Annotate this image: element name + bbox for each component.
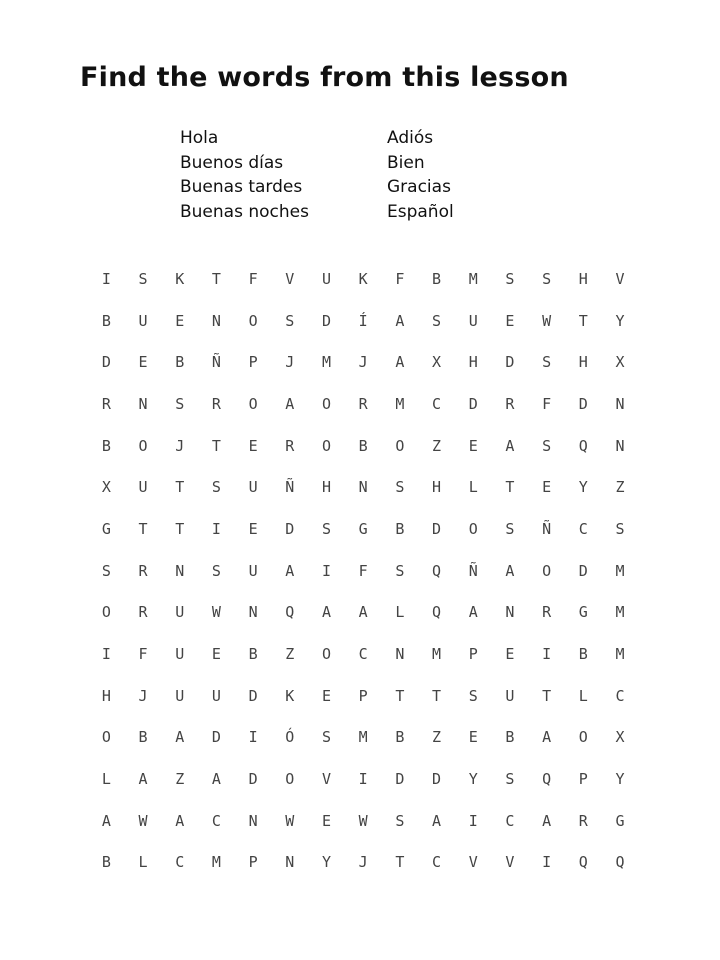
grid-letter: E [505,311,515,330]
grid-letter: Ñ [468,561,478,580]
grid-letter: N [615,394,625,413]
grid-letter: L [138,853,148,872]
grid-letter: T [175,519,185,538]
word-list-item: Español [387,201,454,222]
grid-letter: S [432,311,442,330]
grid-letter: E [321,811,331,830]
grid-letter: K [358,269,368,288]
grid-letter: W [211,603,221,622]
grid-letter: P [248,353,258,372]
grid-letter: C [175,853,185,872]
grid-letter: B [175,353,185,372]
page-title: Find the words from this lesson [80,62,569,93]
grid-letter: A [542,728,552,747]
grid-letter: T [578,311,588,330]
grid-letter: R [578,811,588,830]
grid-letter: Q [432,561,442,580]
grid-letter: G [101,519,111,538]
word-list-item: Bien [387,152,425,173]
grid-letter: A [138,770,148,789]
grid-letter: F [248,269,258,288]
grid-letter: M [615,561,625,580]
grid-letter: I [211,519,221,538]
grid-letter: B [505,728,515,747]
grid-letter: H [578,269,588,288]
grid-letter: I [321,561,331,580]
grid-letter: Y [615,770,625,789]
grid-letter: O [248,311,258,330]
grid-letter: T [542,686,552,705]
grid-letter: T [211,436,221,455]
grid-letter: T [138,519,148,538]
grid-letter: R [542,603,552,622]
grid-letter: O [468,519,478,538]
grid-letter: S [395,811,405,830]
grid-letter: E [248,436,258,455]
grid-letter: Ñ [542,519,552,538]
grid-letter: M [358,728,368,747]
grid-letter: M [615,645,625,664]
grid-letter: S [505,269,515,288]
grid-letter: U [321,269,331,288]
grid-letter: A [395,311,405,330]
grid-letter: H [432,478,442,497]
grid-letter: B [101,436,111,455]
grid-letter: J [358,353,368,372]
grid-letter: A [468,603,478,622]
grid-letter: Y [615,311,625,330]
grid-letter: U [248,561,258,580]
grid-letter: M [321,353,331,372]
grid-letter: U [175,686,185,705]
grid-letter: P [468,645,478,664]
grid-letter: H [101,686,111,705]
grid-letter: J [285,353,295,372]
grid-letter: F [542,394,552,413]
grid-letter: I [248,728,258,747]
grid-letter: H [321,478,331,497]
grid-letter: Q [578,436,588,455]
grid-letter: Ñ [285,478,295,497]
grid-letter: M [395,394,405,413]
grid-letter: S [395,478,405,497]
grid-letter: A [358,603,368,622]
grid-letter: B [138,728,148,747]
grid-letter: V [321,770,331,789]
grid-letter: Z [432,436,442,455]
grid-letter: W [285,811,295,830]
grid-letter: B [101,853,111,872]
grid-letter: C [505,811,515,830]
grid-letter: S [175,394,185,413]
grid-letter: S [211,561,221,580]
grid-letter: O [542,561,552,580]
grid-letter: A [175,728,185,747]
grid-letter: A [321,603,331,622]
grid-letter: A [432,811,442,830]
grid-letter: Q [285,603,295,622]
grid-letter: R [138,561,148,580]
grid-letter: U [175,645,185,664]
grid-letter: C [358,645,368,664]
grid-letter: N [285,853,295,872]
grid-letter: L [101,770,111,789]
grid-letter: V [468,853,478,872]
grid-letter: W [138,811,148,830]
grid-letter: N [505,603,515,622]
grid-letter: B [395,519,405,538]
grid-letter: S [138,269,148,288]
grid-letter: S [542,436,552,455]
word-list-item: Adiós [387,128,434,148]
grid-letter: O [321,394,331,413]
grid-letter: C [432,394,442,413]
grid-letter: D [395,770,405,789]
grid-letter: A [285,394,295,413]
grid-letter: U [138,311,148,330]
grid-letter: T [395,686,405,705]
grid-letter: I [468,811,478,830]
grid-letter: U [248,478,258,497]
grid-letter: B [395,728,405,747]
grid-letter: A [101,811,111,830]
grid-letter: N [395,645,405,664]
grid-letter: A [542,811,552,830]
grid-letter: M [432,645,442,664]
grid-letter: D [505,353,515,372]
grid-letter: O [285,770,295,789]
grid-letter: Q [578,853,588,872]
grid-letter: U [175,603,185,622]
grid-letter: Y [321,853,331,872]
grid-letter: A [211,770,221,789]
grid-letter: O [101,728,111,747]
grid-letter: S [505,770,515,789]
grid-letter: E [468,436,478,455]
grid-letter: A [395,353,405,372]
grid-letter: A [505,561,515,580]
grid-letter: N [138,394,148,413]
grid-letter: C [578,519,588,538]
grid-letter: D [321,311,331,330]
grid-letter: S [211,478,221,497]
grid-letter: E [138,353,148,372]
grid-letter: O [101,603,111,622]
grid-letter: N [175,561,185,580]
grid-letter: T [505,478,515,497]
grid-letter: K [285,686,295,705]
grid-letter: U [468,311,478,330]
grid-letter: L [395,603,405,622]
grid-letter: D [101,353,111,372]
grid-letter: F [138,645,148,664]
grid-letter: X [615,353,625,372]
grid-letter: N [248,811,258,830]
grid-letter: T [175,478,185,497]
grid-letter: V [285,269,295,288]
grid-letter: S [285,311,295,330]
grid-letter: O [321,645,331,664]
grid-letter: S [615,519,625,538]
grid-letter: A [285,561,295,580]
grid-letter: I [101,269,111,288]
grid-letter: I [101,645,111,664]
grid-letter: X [615,728,625,747]
grid-letter: A [505,436,515,455]
grid-letter: J [138,686,148,705]
grid-letter: O [138,436,148,455]
grid-letter: D [468,394,478,413]
grid-letter: I [542,853,552,872]
grid-letter: O [578,728,588,747]
grid-letter: T [395,853,405,872]
grid-letter: V [505,853,515,872]
grid-letter: R [285,436,295,455]
grid-letter: Z [285,645,295,664]
grid-letter: B [358,436,368,455]
grid-letter: Z [175,770,185,789]
grid-letter: P [358,686,368,705]
grid-letter: X [432,353,442,372]
grid-letter: T [211,269,221,288]
grid-letter: E [211,645,221,664]
word-list-item: Buenas noches [180,201,309,222]
grid-letter: R [101,394,111,413]
word-list-item: Gracias [387,177,451,197]
grid-letter: N [211,311,221,330]
grid-letter: E [248,519,258,538]
grid-letter: Ñ [211,353,221,372]
grid-letter: R [138,603,148,622]
grid-letter: Q [615,853,625,872]
grid-letter: S [542,269,552,288]
grid-letter: I [542,645,552,664]
grid-letter: U [211,686,221,705]
grid-letter: B [578,645,588,664]
grid-letter: W [542,311,552,330]
grid-letter: C [211,811,221,830]
grid-letter: O [321,436,331,455]
grid-letter: R [505,394,515,413]
grid-letter: R [358,394,368,413]
grid-letter: Q [542,770,552,789]
grid-letter: S [101,561,111,580]
grid-letter: E [542,478,552,497]
grid-letter: J [358,853,368,872]
grid-letter: X [101,478,111,497]
grid-letter: C [615,686,625,705]
grid-letter: P [578,770,588,789]
grid-letter: Y [578,478,588,497]
grid-letter: I [358,770,368,789]
grid-letter: F [358,561,368,580]
grid-letter: Ó [285,728,295,747]
grid-letter: K [175,269,185,288]
grid-letter: E [505,645,515,664]
grid-letter: M [615,603,625,622]
grid-letter: J [175,436,185,455]
grid-letter: C [432,853,442,872]
grid-letter: M [211,853,221,872]
grid-letter: S [468,686,478,705]
grid-letter: D [211,728,221,747]
word-list [180,126,507,224]
grid-letter: L [578,686,588,705]
grid-letter: D [248,686,258,705]
grid-letter: N [615,436,625,455]
grid-letter: S [542,353,552,372]
grid-letter: N [358,478,368,497]
grid-letter: G [615,811,625,830]
word-list-item: Hola [180,128,219,148]
grid-letter: D [432,519,442,538]
grid-letter: Q [432,603,442,622]
grid-letter: H [468,353,478,372]
grid-letter: E [175,311,185,330]
grid-letter: O [248,394,258,413]
grid-letter: H [578,353,588,372]
grid-letter: Z [432,728,442,747]
grid-letter: G [578,603,588,622]
grid-letter: N [248,603,258,622]
grid-letter: E [321,686,331,705]
word-list-item: Buenas tardes [180,177,303,197]
grid-letter: D [578,561,588,580]
grid-letter: B [101,311,111,330]
grid-letter: V [615,269,625,288]
grid-letter: W [358,811,368,830]
grid-letter: D [285,519,295,538]
grid-letter: Í [358,311,368,330]
grid-letter: M [468,269,478,288]
grid-letter: D [432,770,442,789]
grid-letter: T [432,686,442,705]
grid-letter: R [211,394,221,413]
grid-letter: A [175,811,185,830]
grid-letter: F [395,269,405,288]
grid-letter: P [248,853,258,872]
grid-letter: S [321,519,331,538]
grid-letter: S [505,519,515,538]
word-search-grid [88,258,638,883]
grid-letter: O [395,436,405,455]
grid-letter: S [395,561,405,580]
grid-letter: B [248,645,258,664]
grid-letter: L [468,478,478,497]
grid-letter: E [468,728,478,747]
grid-letter: U [138,478,148,497]
word-list-item: Buenos días [180,152,284,173]
grid-letter: D [578,394,588,413]
grid-letter: G [358,519,368,538]
grid-letter: D [248,770,258,789]
grid-letter: U [505,686,515,705]
grid-letter: Z [615,478,625,497]
grid-letter: Y [468,770,478,789]
grid-letter: S [321,728,331,747]
grid-letter: B [432,269,442,288]
